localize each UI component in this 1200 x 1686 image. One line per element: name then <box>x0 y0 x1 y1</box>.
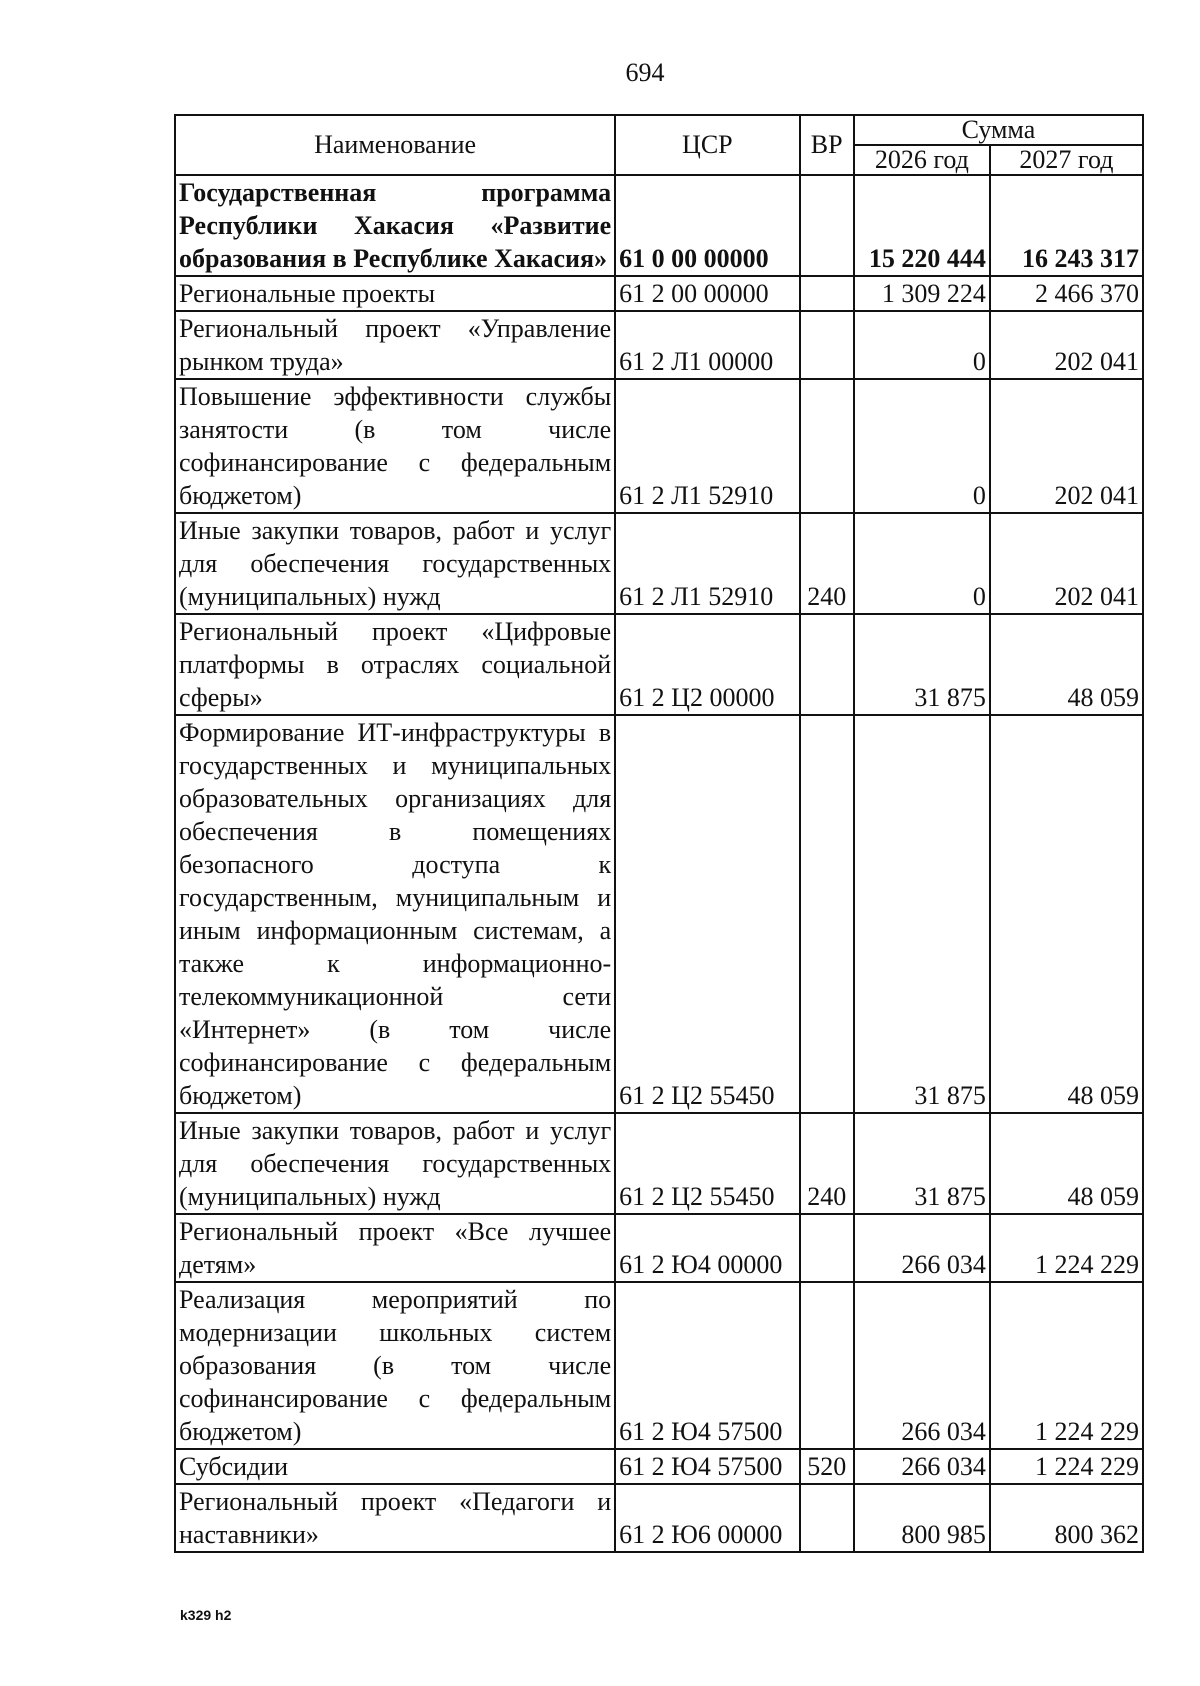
row-sum-2027: 48 059 <box>990 1113 1143 1214</box>
row-name: Реализация мероприятий по модернизации школьных систем образования (в том числе софинансирование с федеральным бюджетом) <box>175 1282 615 1449</box>
row-sum-2026: 0 <box>854 379 990 513</box>
row-sum-2026: 15 220 444 <box>854 175 990 276</box>
row-sum-2026: 1 309 224 <box>854 276 990 311</box>
header-year-2027: 2027 год <box>990 145 1143 175</box>
table-body <box>175 175 1143 1552</box>
row-name: Государственная программа Республики Хакасия «Развитие образования в Республике Хакасия» <box>175 175 615 276</box>
row-name: Региональный проект «Педагоги и наставники» <box>175 1484 615 1552</box>
row-csr-code: 61 2 00 00000 <box>615 276 799 311</box>
row-sum-2026: 31 875 <box>854 715 990 1113</box>
row-csr-code: 61 2 Ю4 57500 <box>615 1282 799 1449</box>
row-vr-code <box>800 1282 854 1449</box>
row-vr-code <box>800 175 854 276</box>
row-sum-2027: 1 224 229 <box>990 1449 1143 1484</box>
row-name: Региональный проект «Управление рынком труда» <box>175 311 615 379</box>
table-row <box>175 715 1143 1113</box>
row-name: Иные закупки товаров, работ и услуг для обеспечения государственных (муниципальных) нужд <box>175 513 615 614</box>
row-sum-2026: 800 985 <box>854 1484 990 1552</box>
row-sum-2027: 2 466 370 <box>990 276 1143 311</box>
table-row <box>175 276 1143 311</box>
row-sum-2027: 1 224 229 <box>990 1214 1143 1282</box>
row-sum-2026: 31 875 <box>854 614 990 715</box>
table-row <box>175 1113 1143 1214</box>
row-vr-code: 240 <box>800 513 854 614</box>
row-name: Повышение эффективности службы занятости (в том числе софинансирование с федеральным бюджетом) <box>175 379 615 513</box>
row-sum-2027: 202 041 <box>990 379 1143 513</box>
row-vr-code <box>800 1214 854 1282</box>
table-row <box>175 1484 1143 1552</box>
row-name: Региональный проект «Цифровые платформы в отраслях социальной сферы» <box>175 614 615 715</box>
row-csr-code: 61 0 00 00000 <box>615 175 799 276</box>
row-csr-code: 61 2 Л1 52910 <box>615 513 799 614</box>
row-csr-code: 61 2 Л1 00000 <box>615 311 799 379</box>
row-sum-2027: 202 041 <box>990 311 1143 379</box>
row-sum-2026: 0 <box>854 311 990 379</box>
row-vr-code: 520 <box>800 1449 854 1484</box>
header-sum: Сумма <box>854 115 1143 145</box>
row-vr-code <box>800 1484 854 1552</box>
row-name: Субсидии <box>175 1449 615 1484</box>
table-row <box>175 311 1143 379</box>
row-name: Иные закупки товаров, работ и услуг для обеспечения государственных (муниципальных) нужд <box>175 1113 615 1214</box>
row-csr-code: 61 2 Л1 52910 <box>615 379 799 513</box>
page-number: 694 <box>625 58 665 87</box>
row-sum-2027: 800 362 <box>990 1484 1143 1552</box>
table-row <box>175 379 1143 513</box>
header-vr: ВР <box>800 115 854 175</box>
row-sum-2026: 266 034 <box>854 1282 990 1449</box>
header-year-2026: 2026 год <box>854 145 990 175</box>
row-sum-2026: 266 034 <box>854 1449 990 1484</box>
row-csr-code: 61 2 Ц2 55450 <box>615 1113 799 1214</box>
row-sum-2026: 266 034 <box>854 1214 990 1282</box>
row-name: Формирование ИТ-инфраструктуры в государственных и муниципальных образовательных организациях для обеспечения в помещениях безопасного доступа к государственным, муниципальным и иным информационным системам, а также к информационно-телекоммуникационной сети «Интернет» (в том числе софинансирование с федеральным бюджетом) <box>175 715 615 1113</box>
header-csr: ЦСР <box>615 115 799 175</box>
row-sum-2026: 31 875 <box>854 1113 990 1214</box>
row-sum-2027: 202 041 <box>990 513 1143 614</box>
row-vr-code <box>800 276 854 311</box>
row-sum-2027: 1 224 229 <box>990 1282 1143 1449</box>
row-csr-code: 61 2 Ю4 00000 <box>615 1214 799 1282</box>
row-vr-code <box>800 379 854 513</box>
row-name: Региональный проект «Все лучшее детям» <box>175 1214 615 1282</box>
table-row <box>175 175 1143 276</box>
table-row <box>175 513 1143 614</box>
row-name: Региональные проекты <box>175 276 615 311</box>
budget-table <box>174 114 1144 1553</box>
header-name: Наименование <box>175 115 615 175</box>
row-csr-code: 61 2 Ю6 00000 <box>615 1484 799 1552</box>
footer-code: k329 h2 <box>180 1607 232 1623</box>
table-row <box>175 1282 1143 1449</box>
table-row <box>175 614 1143 715</box>
table-row <box>175 1449 1143 1484</box>
row-csr-code: 61 2 Ц2 00000 <box>615 614 799 715</box>
row-vr-code <box>800 715 854 1113</box>
row-sum-2026: 0 <box>854 513 990 614</box>
row-sum-2027: 48 059 <box>990 715 1143 1113</box>
row-csr-code: 61 2 Ц2 55450 <box>615 715 799 1113</box>
row-csr-code: 61 2 Ю4 57500 <box>615 1449 799 1484</box>
row-sum-2027: 16 243 317 <box>990 175 1143 276</box>
row-vr-code <box>800 614 854 715</box>
row-sum-2027: 48 059 <box>990 614 1143 715</box>
row-vr-code: 240 <box>800 1113 854 1214</box>
row-vr-code <box>800 311 854 379</box>
table-row <box>175 1214 1143 1282</box>
